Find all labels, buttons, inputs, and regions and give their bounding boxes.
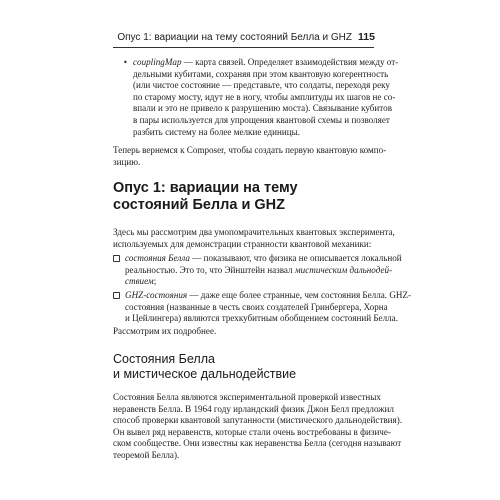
subsection-heading: [113, 352, 375, 381]
running-title: Опус 1: вариации на тему состояний Белла и GHZ: [117, 32, 352, 43]
paragraph-intro: [113, 227, 395, 250]
text-line: состояния (названные в честь своих создателей Гринбергера, Хорна: [125, 301, 388, 312]
text-line: используемых для демонстрации странности квантовой механики:: [113, 238, 372, 249]
paragraph-details: [113, 326, 375, 338]
text-line: разбить систему на более мелкие единицы.: [133, 126, 301, 137]
text-line: и Цейлингера) являются трехкубитным обобщением состояний Белла.: [125, 313, 398, 324]
checkbox-icon: [113, 255, 120, 264]
text-line: неравенств Белла. В 1964 году ирландский физик Джон Белл предложил: [113, 403, 394, 414]
header-divider: [113, 47, 374, 48]
heading-line: Состояния Белла: [113, 352, 215, 366]
text-line: Теперь вернемся к Composer, чтобы создать первую квантовую компо-: [113, 145, 387, 155]
bullet-coupling-map-text: [133, 57, 399, 138]
text-line: по старому мосту, идут не в ногу, чтобы амплитуды их шагов не со-: [133, 91, 396, 102]
text-line: [125, 276, 375, 288]
running-head: [0, 30, 500, 46]
text-line: [125, 253, 402, 265]
text-line: [125, 264, 393, 277]
text-line: ском сообществе. Они известны как неравенства Белла (сегодня называют: [113, 438, 402, 449]
text-fragment: — показывают, что физика не описывается локальной: [189, 253, 402, 263]
text-line: [133, 57, 399, 69]
section-heading: [113, 180, 375, 214]
text-line: [125, 290, 412, 302]
heading-line: состояний Белла и GHZ: [113, 197, 285, 213]
term-ghz-states: GHZ-состояния: [125, 290, 188, 300]
heading-line: Опус 1: вариации на тему: [113, 180, 298, 196]
page-number: 115: [358, 31, 375, 43]
term-spooky-action-end: ствием: [125, 276, 154, 287]
text-fragment: — даже еще более странные, чем состояния Белла. GHZ-: [187, 290, 412, 300]
heading-line: и мистическое дальнодействие: [113, 366, 297, 381]
bullet-marker: •: [123, 58, 128, 67]
text-line: способ проверки квантовой запутанности (мистического дальнодействия).: [113, 415, 403, 426]
bullet-bell-states-text: [125, 253, 402, 288]
text-fragment: реальностью. Это то, что Эйнштейн назвал: [125, 264, 295, 275]
text-line: Он вывел ряд неравенств, которые стали очень востребованы в физиче-: [113, 426, 391, 437]
text-line: Здесь мы рассмотрим два умопомрачительных квантовых эксперимента,: [113, 227, 395, 237]
term-coupling-map: couplingMap: [133, 57, 182, 67]
text-line: Состояния Белла являются экспериментальной проверкой известных: [113, 392, 381, 402]
term-bell-states: состояния Белла: [125, 253, 190, 263]
term-spooky-action: мистическим дальнодей-: [294, 264, 393, 275]
text-line: дельными кубитами, сохраняя при этом квантовую когерентность: [133, 68, 389, 79]
paragraph-composer: [113, 145, 387, 168]
text-line: в пары используется для упрощения квантовой схемы и позволяет: [133, 114, 390, 125]
paragraph-bell: [113, 392, 403, 462]
text-fragment: — карта связей. Определяет взаимодействия между от-: [181, 57, 399, 67]
text-line: теоремой Белла).: [113, 449, 180, 460]
text-fragment: ;: [153, 276, 157, 287]
text-line: впали и это не привело к разрушению моста). Связывание кубитов: [133, 103, 392, 114]
text-line: Рассмотрим их подробнее.: [113, 326, 217, 336]
checkbox-icon: [113, 292, 120, 301]
text-line: зицию.: [113, 156, 141, 167]
text-line: (или чистое состояние — представьте, что солдаты, переходя реку: [133, 80, 390, 91]
bullet-ghz-states-text: [125, 290, 412, 325]
